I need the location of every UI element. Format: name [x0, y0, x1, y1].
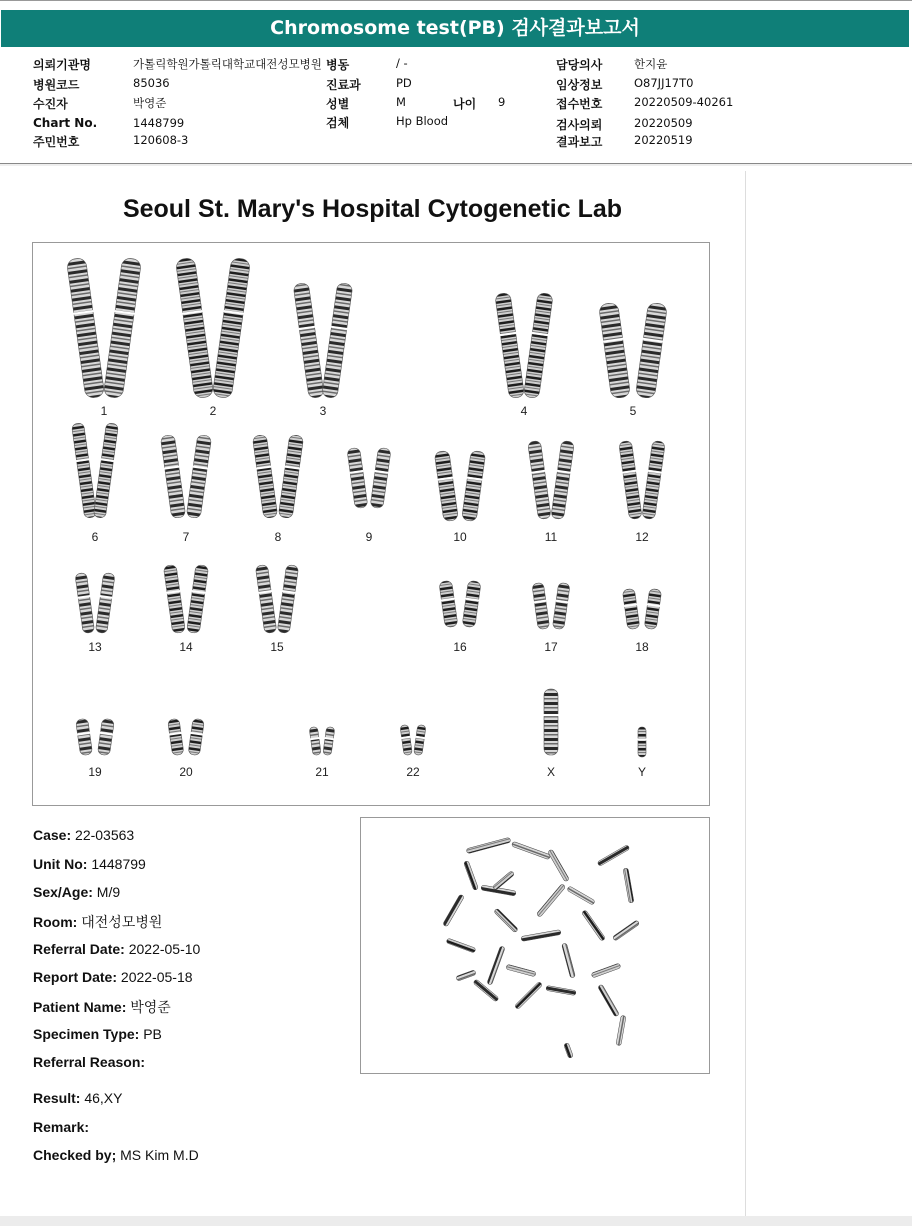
chromosome-15-2: [277, 564, 299, 633]
metaphase-drawing: [361, 818, 709, 1073]
chromosome-2-1: [175, 257, 213, 398]
info-divider: [0, 163, 912, 166]
chromosome-pair-6: [71, 423, 118, 519]
field-value: 1448799: [87, 856, 146, 872]
metaphase-chromosome: [546, 985, 576, 995]
chromosome-label-11: 11: [544, 530, 558, 544]
value-sex: M: [396, 95, 406, 109]
field-value: 대전성모병원: [77, 914, 163, 930]
field-label: Specimen Type:: [33, 1026, 140, 1042]
metaphase-chromosome: [506, 964, 536, 977]
chromosome-2-2: [212, 257, 250, 398]
chromosome-12-1: [619, 440, 643, 519]
chromosome-19-1: [76, 718, 93, 755]
metaphase-chromosome: [511, 841, 550, 859]
chromosome-pair-16: [439, 580, 481, 627]
chromosome-3-1: [293, 282, 324, 398]
chromosome-pair-Y: [638, 727, 647, 757]
chromosome-X-1: [544, 689, 558, 755]
chromosome-pair-13: [75, 572, 115, 633]
chromosome-6-1: [71, 423, 96, 519]
chromosome-label-3: 3: [319, 404, 327, 418]
metaphase-chromosome: [494, 908, 519, 933]
field-case: [33, 827, 134, 843]
metaphase-chromosome: [464, 861, 479, 891]
field-value: M/9: [92, 884, 121, 900]
field-report-date: [33, 969, 193, 985]
metaphase-chromosome: [456, 970, 477, 982]
metaphase-chromosome: [598, 984, 620, 1017]
metaphase-chromosome: [548, 849, 570, 882]
chromosome-pair-X: [544, 689, 559, 755]
field-label: Checked by;: [33, 1147, 117, 1163]
label-doctor: 담당의사: [556, 58, 603, 72]
page-title: Chromosome test(PB) 검사결과보고서: [1, 10, 909, 47]
chromosome-7-2: [186, 434, 211, 518]
chromosome-10-2: [461, 450, 485, 521]
chromosome-label-2: 2: [209, 404, 217, 418]
value-result-report: 20220519: [634, 133, 693, 147]
karyogram-drawing: [33, 243, 709, 805]
chromosome-pair-15: [255, 564, 298, 633]
label-institution: 의뢰기관명: [33, 58, 91, 72]
chromosome-pair-18: [622, 588, 661, 629]
chromosome-pair-10: [434, 450, 486, 521]
chromosome-label-7: 7: [182, 530, 190, 544]
value-institution: 가톨릭학원가톨릭대학교대전성모병원: [133, 57, 322, 71]
patient-info-table: [0, 52, 912, 166]
chromosome-label-17: 17: [544, 640, 558, 654]
label-clinical-info: 임상정보: [556, 78, 603, 92]
chromosome-18-2: [644, 588, 662, 629]
chromosome-14-1: [163, 564, 185, 633]
chromosome-pair-20: [168, 718, 205, 755]
chromosome-pair-14: [163, 564, 208, 633]
field-checked-by: [33, 1147, 199, 1163]
value-age: 9: [498, 95, 506, 109]
label-chart-no: Chart No.: [33, 116, 98, 130]
metaphase-spread-image: [360, 817, 710, 1074]
chromosome-22-1: [400, 725, 412, 756]
chromosome-17-1: [532, 582, 550, 629]
field-value: 박영준: [126, 999, 171, 1015]
chromosome-9-1: [347, 447, 368, 508]
top-rule: [0, 0, 912, 5]
chromosome-17-2: [552, 582, 570, 629]
chromosome-1-2: [103, 257, 141, 398]
chromosome-label-9: 9: [365, 530, 373, 544]
metaphase-chromosome: [492, 871, 514, 891]
field-label: Referral Reason:: [33, 1054, 146, 1070]
chromosome-pair-3: [293, 282, 353, 398]
chromosome-18-1: [622, 588, 640, 629]
chromosome-label-14: 14: [179, 640, 193, 654]
field-referral-date: [33, 941, 200, 957]
label-patient: 수진자: [33, 97, 68, 111]
metaphase-chromosome: [591, 963, 621, 978]
chromosome-13-1: [75, 572, 95, 633]
chromosome-label-18: 18: [635, 640, 649, 654]
chromosome-pair-21: [309, 727, 335, 756]
chromosome-21-2: [323, 727, 335, 756]
label-receipt-no: 접수번호: [556, 97, 603, 111]
label-specimen: 검체: [326, 116, 350, 130]
chromosome-label-4: 4: [520, 404, 528, 418]
value-patient: 박영준: [133, 96, 167, 110]
value-department: PD: [396, 76, 412, 90]
field-label: Case:: [33, 827, 72, 843]
value-hospital-code: 85036: [133, 76, 170, 90]
label-result-report: 결과보고: [556, 135, 603, 149]
metaphase-chromosome: [466, 837, 511, 853]
field-remark: [33, 1119, 89, 1135]
chromosome-11-1: [528, 440, 552, 519]
chromosome-label-13: 13: [88, 640, 102, 654]
metaphase-chromosome: [612, 920, 639, 941]
chromosome-16-1: [439, 580, 458, 627]
label-sex: 성별: [326, 97, 350, 111]
chromosome-label-15: 15: [270, 640, 284, 654]
chromosome-pair-22: [400, 725, 426, 756]
value-ward: / -: [396, 56, 408, 70]
chromosome-pair-2: [175, 257, 250, 398]
karyogram-image: [32, 242, 710, 806]
chromosome-4-2: [523, 292, 553, 398]
chromosome-20-2: [188, 718, 204, 755]
field-value: 46,XY: [80, 1090, 123, 1106]
chromosome-21-1: [309, 727, 321, 756]
metaphase-chromosome: [521, 930, 561, 942]
value-specimen: Hp Blood: [396, 114, 449, 128]
chromosome-22-2: [414, 725, 426, 756]
bottom-strip: [0, 1216, 912, 1226]
chromosome-1-1: [66, 257, 104, 398]
metaphase-chromosome: [446, 938, 476, 953]
chromosome-pair-7: [160, 434, 211, 518]
field-referral-reason: [33, 1054, 145, 1070]
chromosome-label-Y: Y: [637, 765, 647, 779]
chromosome-pair-9: [347, 447, 391, 508]
chromosome-label-1: 1: [100, 404, 108, 418]
field-value: PB: [139, 1026, 162, 1042]
chromosome-pair-4: [495, 292, 553, 398]
chromosome-label-5: 5: [629, 404, 637, 418]
label-department: 진료과: [326, 78, 361, 92]
field-label: Result:: [33, 1090, 81, 1106]
field-specimen-type: [33, 1026, 162, 1042]
chromosome-10-1: [434, 450, 458, 521]
chromosome-pair-17: [532, 582, 570, 629]
metaphase-chromosome: [597, 845, 630, 867]
chromosome-20-1: [168, 718, 184, 755]
chromosome-label-19: 19: [88, 765, 102, 779]
label-age: 나이: [453, 97, 477, 111]
chromosome-Y-1: [638, 727, 646, 757]
metaphase-chromosome: [536, 884, 566, 918]
field-label: Referral Date:: [33, 941, 125, 957]
field-label: Room:: [33, 914, 78, 930]
chromosome-label-21: 21: [315, 765, 329, 779]
chromosome-8-1: [252, 434, 277, 518]
chromosome-8-2: [278, 434, 303, 518]
field-label: Unit No:: [33, 856, 88, 872]
field-room: [33, 912, 162, 932]
metaphase-chromosome: [581, 910, 605, 942]
chromosome-16-2: [462, 580, 481, 627]
metaphase-chromosome: [514, 981, 542, 1009]
chromosome-label-22: 22: [406, 765, 420, 779]
metaphase-chromosome: [567, 886, 595, 905]
label-resident-no: 주민번호: [33, 135, 80, 149]
chromosome-label-10: 10: [453, 530, 467, 544]
field-value: 2022-05-10: [124, 941, 201, 957]
chromosome-14-2: [187, 564, 209, 633]
chromosome-pair-19: [76, 718, 115, 755]
chromosome-label-6: 6: [91, 530, 99, 544]
field-unit-no: [33, 856, 146, 872]
field-label: Sex/Age:: [33, 884, 93, 900]
chromosome-label-8: 8: [274, 530, 282, 544]
field-value: 2022-05-18: [117, 969, 193, 985]
chromosome-11-2: [551, 440, 575, 519]
metaphase-chromosome: [616, 1015, 626, 1045]
field-value: MS Kim M.D: [116, 1147, 199, 1163]
value-resident-no: 120608-3: [133, 133, 189, 147]
chromosome-9-2: [370, 447, 391, 508]
field-result: [33, 1090, 122, 1106]
chromosome-label-X: X: [546, 765, 556, 779]
chromosome-19-2: [97, 718, 114, 755]
chromosome-3-2: [322, 282, 353, 398]
field-label: Remark:: [33, 1119, 90, 1135]
metaphase-chromosome: [564, 1043, 574, 1059]
field-label: Patient Name:: [33, 999, 127, 1015]
label-hospital-code: 병원코드: [33, 78, 80, 92]
metaphase-chromosome: [562, 943, 576, 978]
label-test-request: 검사의뢰: [556, 118, 603, 132]
chromosome-pair-12: [619, 440, 666, 519]
chromosome-pair-1: [66, 257, 141, 398]
value-receipt-no: 20220509-40261: [634, 95, 734, 109]
value-test-request: 20220509: [634, 116, 693, 130]
chromosome-label-12: 12: [635, 530, 649, 544]
field-sex-age: [33, 884, 120, 900]
metaphase-chromosome: [443, 894, 465, 927]
chromosome-label-16: 16: [453, 640, 467, 654]
chromosome-6-2: [93, 423, 118, 519]
value-clinical-info: O87JJ17T0: [634, 76, 694, 90]
cytogenetic-report: [0, 171, 746, 1216]
chromosome-7-1: [160, 434, 185, 518]
metaphase-chromosome: [473, 979, 499, 1002]
chromosome-12-2: [642, 440, 666, 519]
field-label: Report Date:: [33, 969, 118, 985]
chromosome-pair-11: [528, 440, 575, 519]
chromosome-pair-8: [252, 434, 303, 518]
chromosome-5-2: [635, 302, 667, 399]
chromosome-5-1: [598, 302, 630, 399]
centromere-Y-1: [638, 738, 647, 740]
label-ward: 병동: [326, 58, 350, 72]
lab-title: Seoul St. Mary's Hospital Cytogenetic Lab: [122, 195, 623, 223]
value-chart-no: 1448799: [133, 116, 185, 130]
field-patient-name: [33, 997, 171, 1017]
metaphase-chromosome: [487, 946, 505, 985]
value-doctor: 한지윤: [634, 57, 668, 71]
chromosome-4-1: [495, 292, 525, 398]
chromosome-15-1: [255, 564, 277, 633]
metaphase-chromosome: [623, 868, 634, 903]
field-value: 22-03563: [71, 827, 135, 843]
chromosome-label-20: 20: [179, 765, 193, 779]
centromere-X-1: [544, 714, 559, 716]
chromosome-pair-5: [598, 302, 667, 399]
chromosome-13-2: [95, 572, 115, 633]
